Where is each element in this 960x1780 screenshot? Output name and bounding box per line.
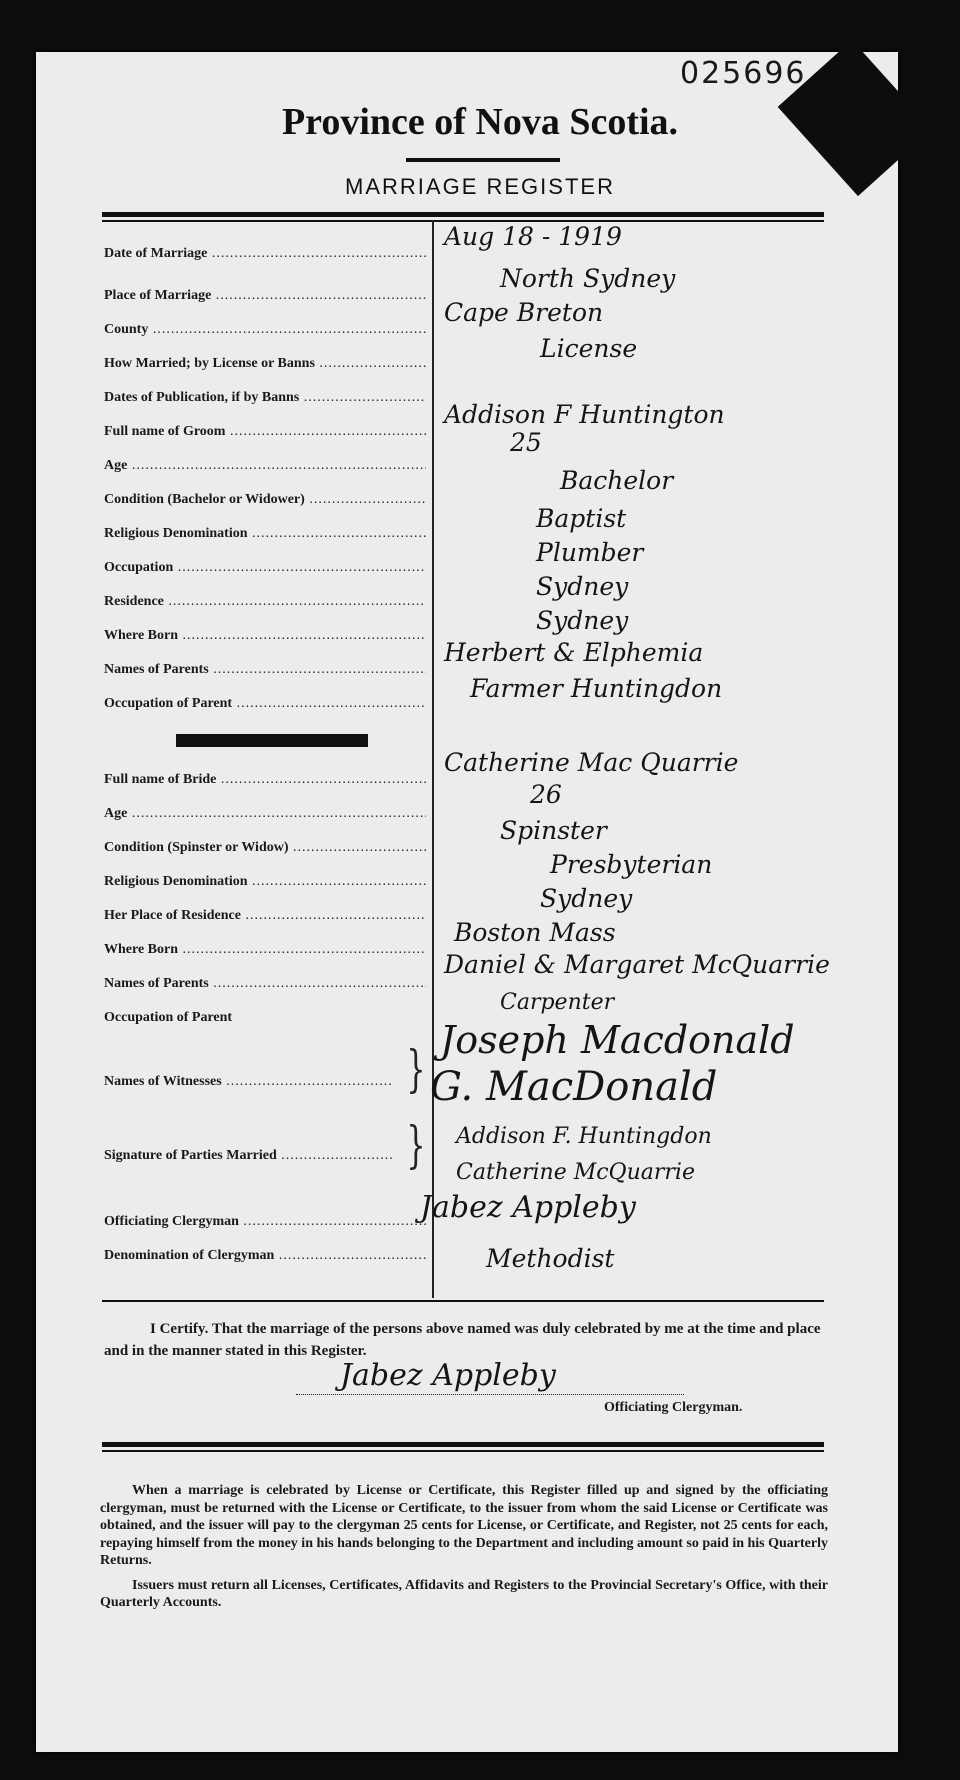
label-bride-where-born: Where Born ..... [104, 942, 426, 958]
value-place-of-marriage: North Sydney [500, 264, 676, 293]
value-groom-where-born: Sydney [536, 606, 629, 635]
header-rule [102, 212, 824, 217]
label-bride-denomination: Religious Denomination ..... [104, 874, 426, 890]
value-groom-name: Addison F Huntington [444, 400, 725, 429]
value-bride-denomination: Presbyterian [550, 850, 713, 879]
label-bride-age: Age ..... [104, 806, 426, 822]
label-bride-parents: Names of Parents ..... [104, 976, 426, 992]
value-groom-parents: Herbert & Elphemia [444, 638, 704, 667]
value-officiating-clergyman: Jabez Appleby [420, 1190, 636, 1225]
witnesses-brace: } [406, 1040, 426, 1098]
value-party-2: Catherine McQuarrie [456, 1160, 695, 1185]
label-bride-parent-occupation: Occupation of Parent [104, 1010, 233, 1025]
value-groom-parent-occupation: Farmer Huntingdon [470, 674, 723, 703]
page-title: Province of Nova Scotia. [281, 101, 679, 143]
label-dates-of-publication: Dates of Publication, if by Banns ..... [104, 390, 426, 406]
section-divider-bar [176, 734, 368, 747]
instruction-paragraph-2: Issuers must return all Licenses, Certificates, Affidavits and Registers to the Provincial Secretary's Office, with their Quarterly Accounts. [100, 1577, 828, 1610]
label-groom-residence: Residence ..... [104, 594, 426, 610]
label-witnesses: Names of Witnesses ..... [104, 1074, 392, 1090]
value-county: Cape Breton [444, 298, 604, 327]
certify-rule [102, 1300, 824, 1302]
clergy-signature: Jabez Appleby [340, 1358, 556, 1393]
instructions [100, 1482, 828, 1619]
label-date-of-marriage: Date of Marriage ..... [104, 246, 426, 262]
value-party-1: Addison F. Huntingdon [456, 1124, 712, 1149]
label-groom-denomination: Religious Denomination ..... [104, 526, 426, 542]
label-officiating-clergyman: Officiating Clergyman ..... [104, 1214, 426, 1230]
label-groom-age: Age ..... [104, 458, 426, 474]
value-bride-condition: Spinster [500, 816, 607, 845]
label-groom-where-born: Where Born ..... [104, 628, 426, 644]
label-how-married: How Married; by License or Banns ..... [104, 356, 426, 372]
label-place-of-marriage: Place of Marriage ..... [104, 288, 426, 304]
label-county: County ..... [104, 322, 426, 338]
value-bride-where-born: Boston Mass [454, 918, 616, 947]
value-clergy-denomination: Methodist [486, 1244, 615, 1273]
signature-caption: Officiating Clergyman. [604, 1400, 743, 1415]
label-groom-name: Full name of Groom ..... [104, 424, 426, 440]
label-bride-condition: Condition (Spinster or Widow) ..... [104, 840, 426, 856]
signature-line [296, 1394, 684, 1395]
label-groom-condition: Condition (Bachelor or Widower) ..... [104, 492, 426, 508]
instruction-paragraph-1: When a marriage is celebrated by License or Certificate, this Register filled up and signed by the officiating clergyman, must be returned with the License or Certificate, to the issuer from whom the said License or Certificate was obtained, and the issuer will pay to the clergyman 25 cents for License, or Certificate, and Register, not 25 cents for each, repaying himself from the money in his hands belonging to the Department and including amount so paid in his Quarterly Returns. [100, 1483, 828, 1568]
value-bride-residence: Sydney [540, 884, 633, 913]
certify-text: That the marriage of the persons above named was duly celebrated by me at the time and place and in the manner stated in this Register. [104, 1321, 821, 1359]
column-divider [432, 220, 434, 1298]
label-groom-occupation: Occupation ..... [104, 560, 426, 576]
value-how-married: License [540, 334, 638, 363]
value-groom-occupation: Plumber [536, 538, 644, 567]
value-witness-2: G. MacDonald [430, 1064, 718, 1110]
certify-statement [104, 1318, 824, 1362]
value-bride-parent-occupation: Carpenter [500, 990, 615, 1015]
value-bride-name: Catherine Mac Quarrie [444, 748, 739, 777]
label-parties-married: Signature of Parties Married ..... [104, 1148, 392, 1164]
value-groom-age: 25 [510, 428, 542, 457]
label-bride-name: Full name of Bride ..... [104, 772, 426, 788]
value-groom-denomination: Baptist [536, 504, 627, 533]
page-subtitle: MARRIAGE REGISTER [345, 174, 615, 199]
label-groom-parents: Names of Parents ..... [104, 662, 426, 678]
label-bride-residence: Her Place of Residence ..... [104, 908, 426, 924]
value-groom-condition: Bachelor [560, 466, 674, 495]
label-clergy-denomination: Denomination of Clergyman ..... [104, 1248, 426, 1264]
certify-lead: I Certify. [150, 1321, 209, 1337]
notes-rule-thin [102, 1450, 824, 1452]
value-date-of-marriage: Aug 18 - 1919 [444, 222, 622, 251]
label-groom-parent-occupation: Occupation of Parent ..... [104, 696, 426, 712]
value-groom-residence: Sydney [536, 572, 629, 601]
title-rule [406, 158, 560, 162]
value-bride-parents: Daniel & Margaret McQuarrie [444, 950, 830, 979]
notes-rule [102, 1442, 824, 1447]
value-bride-age: 26 [530, 780, 562, 809]
document-number: 025696 [680, 56, 807, 91]
parties-brace: } [406, 1116, 426, 1174]
value-witness-1: Joseph Macdonald [440, 1018, 795, 1062]
